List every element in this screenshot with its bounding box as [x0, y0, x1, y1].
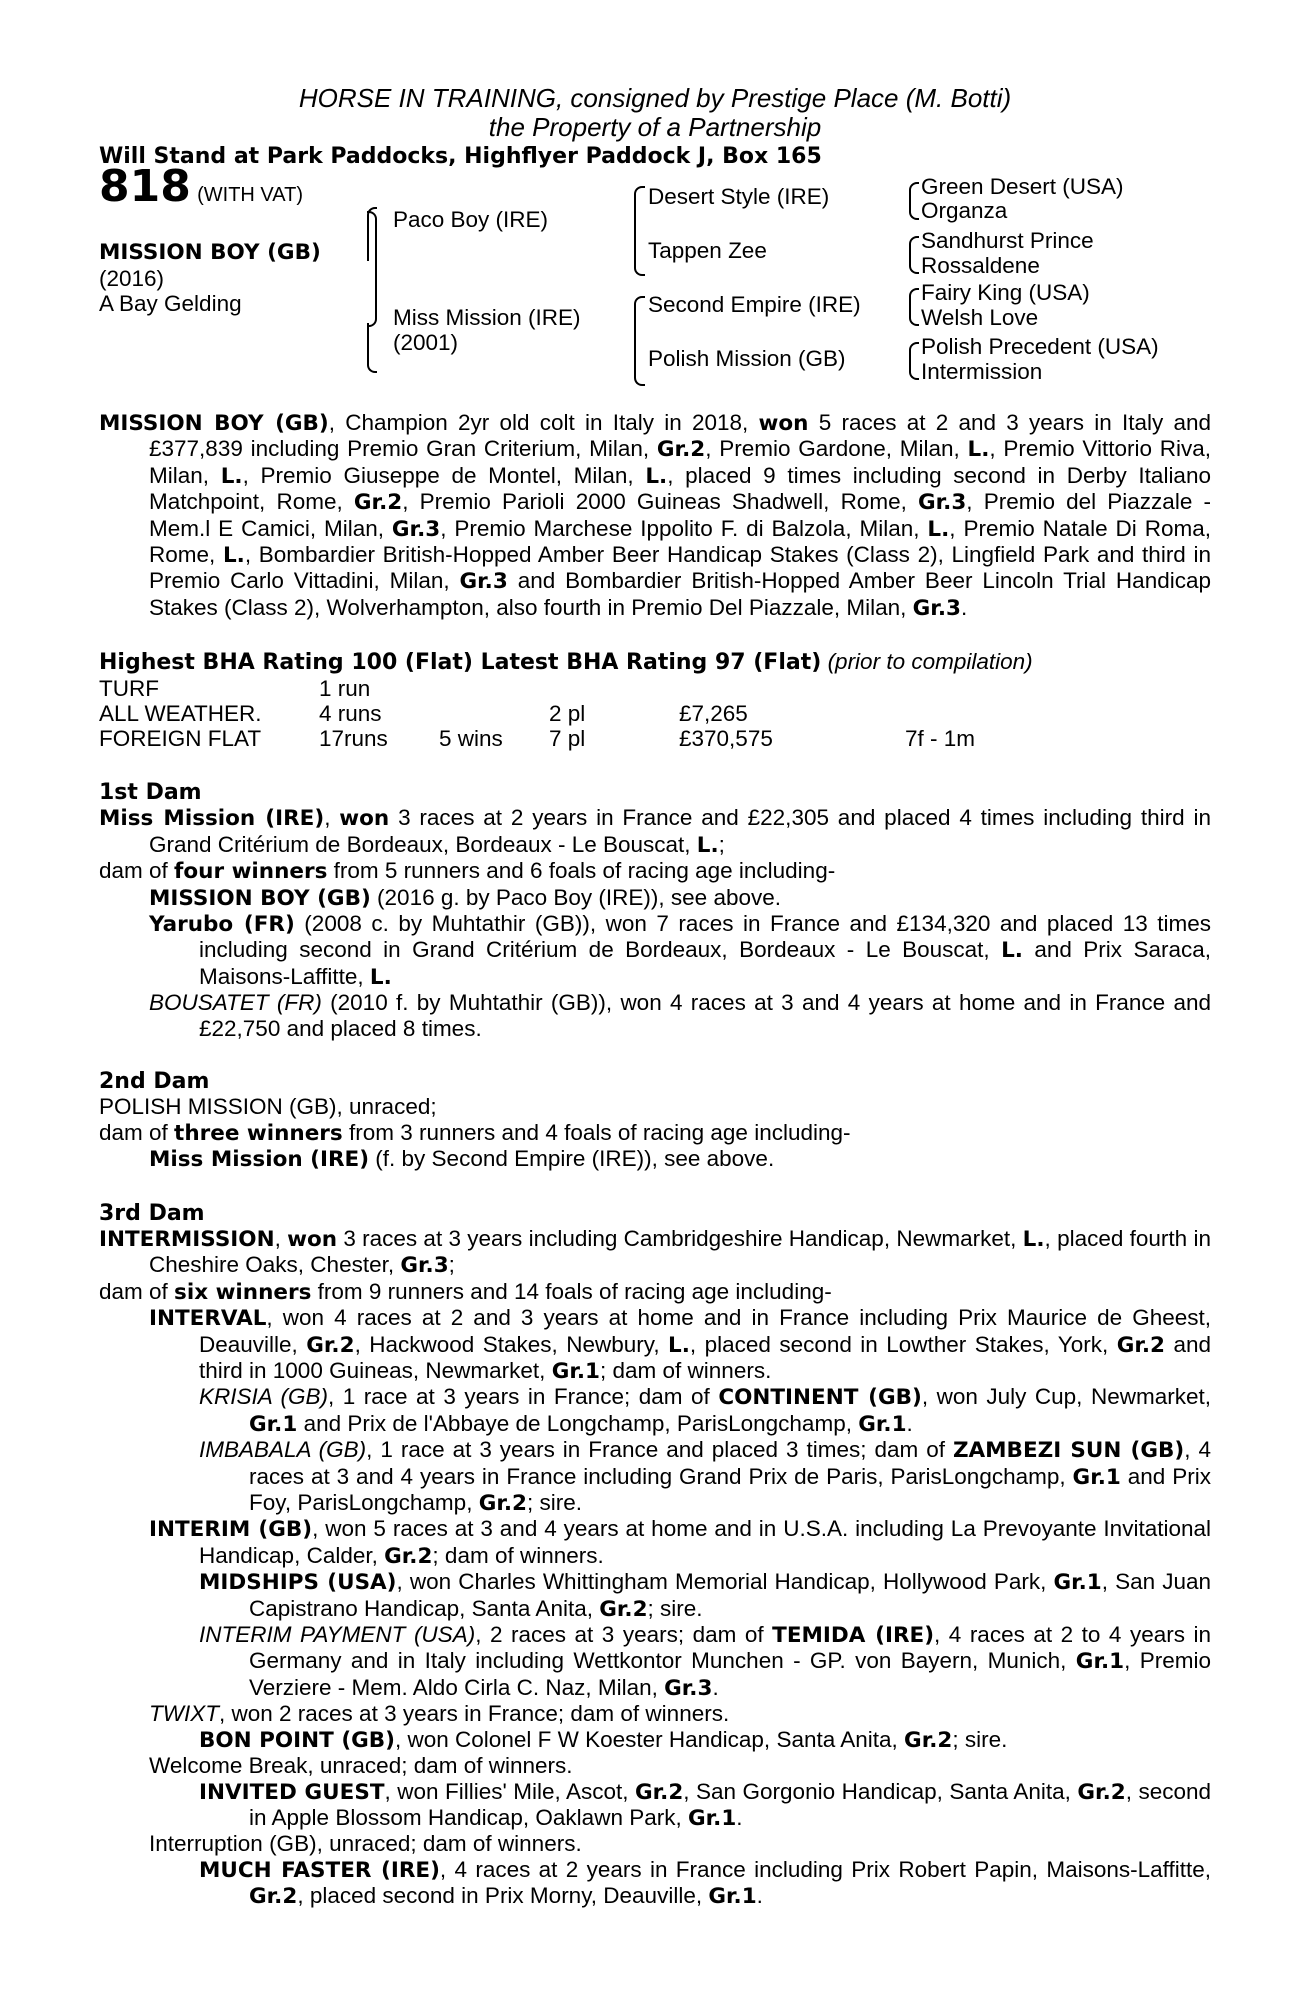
list-item: INTERIM (GB), won 5 races at 3 and 4 years at home and in U.S.A. including La Prevoyante Invitational Handicap, Calder, Gr.2; dam of winners. — [149, 1516, 1211, 1569]
second-dam-heading: 2nd Dam — [99, 1068, 210, 1094]
list-item: IMBABALA (GB), 1 race at 3 years in France and placed 3 times; dam of ZAMBEZI SUN (GB), 4 races at 3 and 4 years in France including Grand Prix de Paris, ParisLongchamp, Gr.1 and Prix Foy, ParisLongchamp, Gr.2; sire. — [199, 1437, 1211, 1517]
ggp-ssd: Organza — [921, 198, 1008, 223]
second-dam-produce: dam of three winners from 3 runners and 4 foals of racing age including- — [99, 1119, 851, 1146]
list-item: INVITED GUEST, won Fillies' Mile, Ascot, Gr.2, San Gorgonio Handicap, Santa Anita, Gr.2, second in Apple Blossom Handicap, Oaklawn Park, Gr.1. — [199, 1778, 1211, 1831]
sire-dam: Tappen Zee — [648, 238, 767, 263]
pedigree-table — [99, 161, 1211, 400]
ggp-sdd: Rossaldene — [921, 253, 1040, 278]
pedigree-bracket — [909, 236, 919, 274]
table-row: TURF 1 run — [99, 675, 371, 701]
ggp-dsd: Welsh Love — [921, 305, 1039, 330]
list-item: INTERVAL, won 4 races at 2 and 3 years at home and in France including Prix Maurice de Gheest, Deauville, Gr.2, Hackwood Stakes, Newbury, L., placed second in Lowther Stakes, York, Gr.2 and third in 1000 Guineas, Newmarket, Gr.1; dam of winners. — [149, 1305, 1211, 1384]
horse-description: A Bay Gelding — [99, 291, 242, 316]
pedigree-bracket — [909, 342, 919, 380]
pedigree-bracket — [367, 207, 377, 261]
first-dam-produce: dam of four winners from 5 runners and 6 foals of racing age including- — [99, 858, 836, 885]
lot-number: 818 (WITH VAT) — [99, 161, 304, 212]
property-line: the Property of a Partnership — [488, 112, 822, 142]
pedigree-bracket — [909, 182, 919, 220]
list-item: KRISIA (GB), 1 race at 3 years in France; dam of CONTINENT (GB), won July Cup, Newmarket, Gr.1 and Prix de l'Abbaye de Longchamp, ParisLongchamp, Gr.1. — [199, 1384, 1211, 1437]
ggp-dss: Fairy King (USA) — [921, 280, 1090, 305]
pedigree-bracket — [634, 186, 645, 276]
pedigree-bracket — [909, 288, 919, 326]
ggp-sss: Green Desert (USA) — [921, 174, 1124, 199]
list-item: TWIXT, won 2 races at 3 years in France; dam of winners. — [149, 1701, 730, 1727]
ggp-dds: Polish Precedent (USA) — [921, 334, 1159, 359]
list-item: INTERIM PAYMENT (USA), 2 races at 3 years; dam of TEMIDA (IRE), 4 races at 2 to 4 years in Germany and in Italy including Wettkontor Munchen - GP. von Bayern, Munich, Gr.1, Premio Verziere - Mem. Aldo Cirla C. Naz, Milan, Gr.3. — [199, 1622, 1211, 1701]
second-dam-record: POLISH MISSION (GB), unraced; — [99, 1094, 437, 1120]
first-dam-heading: 1st Dam — [99, 779, 202, 805]
bha-rating: Highest BHA Rating 100 (Flat) Latest BHA Rating 97 (Flat) (prior to compilation) — [99, 649, 1033, 676]
horse-year: (2016) — [99, 266, 165, 291]
dam-year: (2001) — [393, 330, 459, 355]
stand-location: Will Stand at Park Paddocks, Highflyer Paddock J, Box 165 — [99, 144, 822, 169]
dam-sire: Second Empire (IRE) — [648, 292, 861, 317]
table-row: FOREIGN FLAT 17runs 5 wins 7 pl £370,575 7f - 1m — [99, 726, 976, 752]
race-summary: MISSION BOY (GB), Champion 2yr old colt in Italy in 2018, won 5 races at 2 and 3 years in Italy and £377,839 including Premio Gran Criterium, Milan, Gr.2, Premio Gardone, Milan, L., Premio Vittorio Riva, Milan, L., Premio Giuseppe de Montel, Milan, L., placed 9 times including second in Derby Italiano Matchpoint, Rome, Gr.2, Premio Parioli 2000 Guineas Shadwell, Rome, Gr.3, Premio del Piazzale - Mem.l E Camici, Milan, Gr.3, Premio Marchese Ippolito F. di Balzola, Milan, L., Premio Natale Di Roma, Rome, L., Bombardier British-Hopped Amber Beer Handicap Stakes (Class 2), Lingfield Park and third in Premio Carlo Vittadini, Milan, Gr.3 and Bombardier British-Hopped Amber Beer Lincoln Trial Handicap Stakes (Class 2), Wolverhampton, also fourth in Premio Del Piazzale, Milan, Gr.3. — [99, 410, 1212, 621]
sire: Paco Boy (IRE) — [393, 207, 549, 232]
list-item: MUCH FASTER (IRE), 4 races at 2 years in France including Prix Robert Papin, Maisons-Laffitte, Gr.2, placed second in Prix Morny, Deauville, Gr.1. — [199, 1856, 1211, 1910]
dam-dam: Polish Mission (GB) — [648, 346, 846, 371]
horse-name: MISSION BOY (GB) — [99, 240, 321, 265]
sire-sire: Desert Style (IRE) — [648, 184, 830, 209]
pedigree-bracket — [367, 323, 377, 373]
catalogue-page — [99, 84, 1211, 1910]
list-item: MIDSHIPS (USA), won Charles Whittingham Memorial Handicap, Hollywood Park, Gr.1, San Juan Capistrano Handicap, Santa Anita, Gr.2; sire. — [199, 1569, 1211, 1622]
first-dam-record: Miss Mission (IRE), won 3 races at 2 years in France and £22,305 and placed 4 times including third in Grand Critérium de Bordeaux, Bordeaux - Le Bouscat, L.; — [99, 805, 1212, 858]
ggp-sds: Sandhurst Prince — [921, 228, 1094, 253]
list-item: BOUSATET (FR) (2010 f. by Muhtathir (GB)), won 4 races at 3 and 4 years at home and in France and £22,750 and placed 8 times. — [149, 990, 1211, 1041]
list-item: Yarubo (FR) (2008 c. by Muhtathir (GB)), won 7 races in France and £134,320 and placed 13 times including second in Grand Critérium de Bordeaux, Bordeaux - Le Bouscat, L. and Prix Saraca, Maisons-Laffitte, L. — [149, 910, 1212, 990]
table-row: ALL WEATHER. 4 runs 2 pl £7,265 — [99, 701, 748, 727]
dam: Miss Mission (IRE) — [393, 305, 581, 330]
third-dam-produce: dam of six winners from 9 runners and 14 foals of racing age including- — [99, 1278, 832, 1305]
list-item: BON POINT (GB), won Colonel F W Koester Handicap, Santa Anita, Gr.2; sire. — [199, 1726, 1008, 1753]
pedigree-bracket — [634, 296, 645, 386]
list-item: Miss Mission (IRE) (f. by Second Empire (IRE)), see above. — [149, 1146, 775, 1173]
ggp-ddd: Intermission — [921, 359, 1043, 384]
list-item: Interruption (GB), unraced; dam of winners. — [149, 1831, 582, 1857]
list-item: Welcome Break, unraced; dam of winners. — [149, 1753, 573, 1779]
race-record-table — [99, 676, 975, 752]
third-dam-record: INTERMISSION, won 3 races at 3 years including Cambridgeshire Handicap, Newmarket, L., placed fourth in Cheshire Oaks, Chester, Gr.3; — [99, 1225, 1211, 1279]
consignor-line: HORSE IN TRAINING, consigned by Prestige Place (M. Botti) — [298, 83, 1012, 113]
list-item: MISSION BOY (GB) (2016 g. by Paco Boy (IRE)), see above. — [149, 884, 782, 911]
third-dam-heading: 3rd Dam — [99, 1200, 205, 1226]
